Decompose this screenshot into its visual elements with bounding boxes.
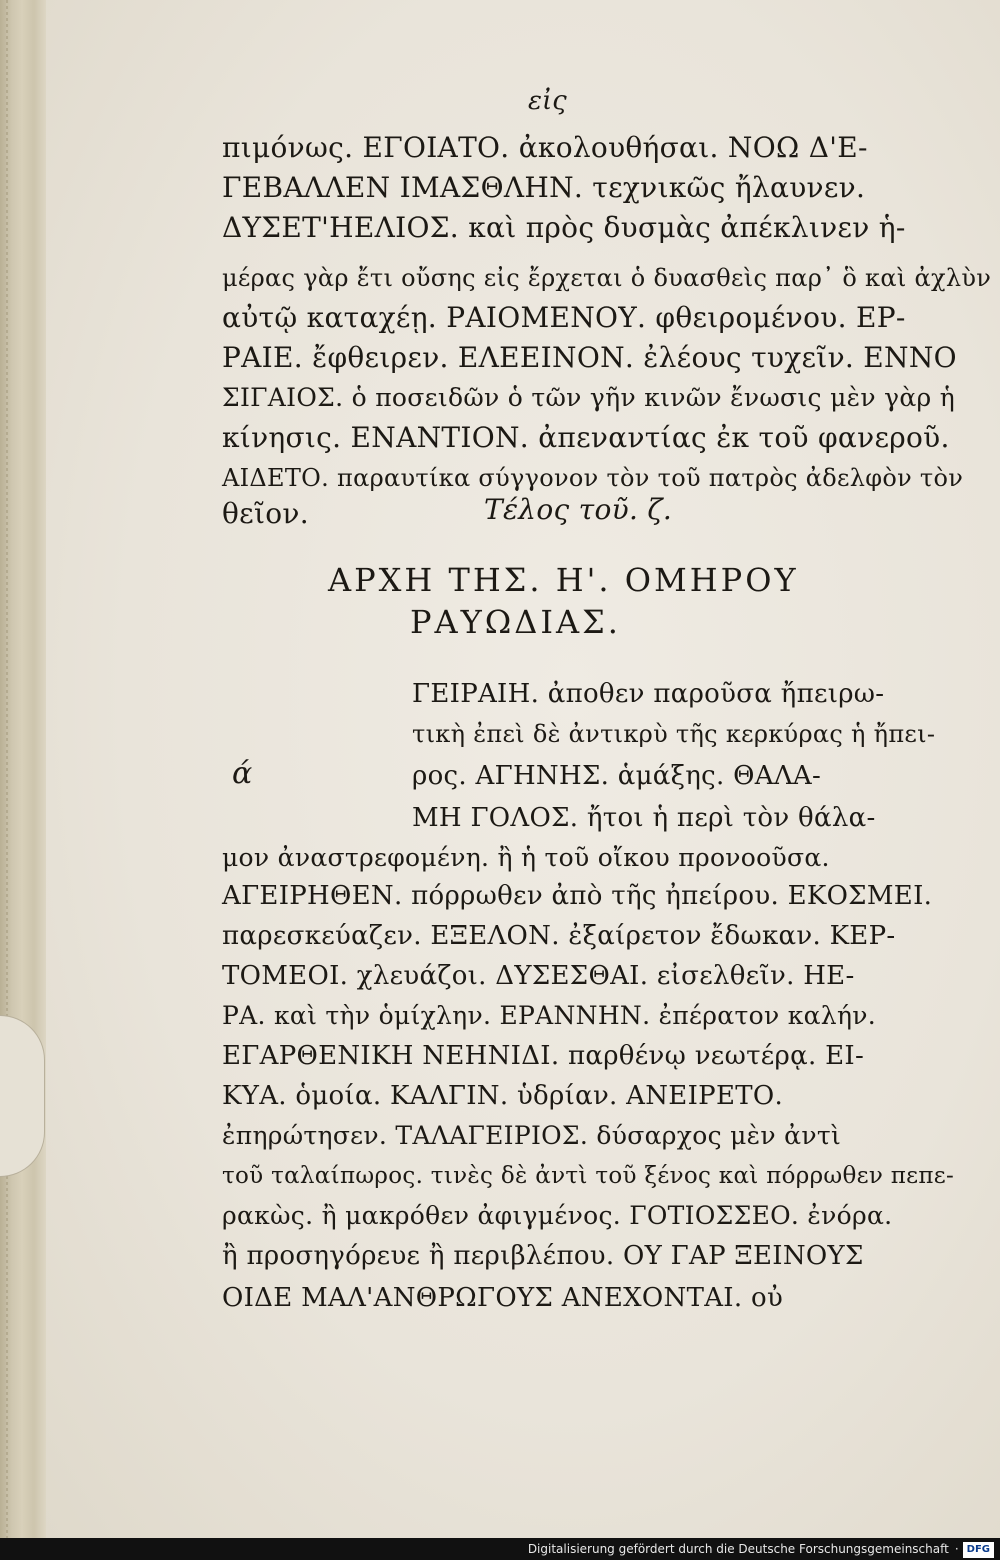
text-line: τικὴ ἐπεὶ δὲ ἀντικρὺ τῆς κερκύρας ἡ ἤπει- (412, 720, 936, 748)
dfg-logo: DFG (963, 1542, 994, 1558)
text-line: κίνησις. ΕΝΑΝΤΙΟΝ. ἀπεναντίας ἐκ τοῦ φανεροῦ. (222, 421, 950, 454)
text-line: θεῖον. (222, 497, 309, 530)
text-line: παρεσκεύαζεν. ΕΞΕΛΟΝ. ἐξαίρετον ἔδωκαν. ΚΕΡ- (222, 921, 896, 951)
text-line: ΚΥΑ. ὁμοία. ΚΑΛΓΙΝ. ὑδρίαν. ΑΝΕΙΡΕΤΟ. (222, 1081, 784, 1111)
text-line: ἢ προσηγόρευε ἢ περιβλέπου. ΟΥ ΓΑΡ ΞΕΙΝΟΥΣ (222, 1241, 864, 1271)
digitization-footer: Digitalisierung gefördert durch die Deutsche Forschungsgemeinschaft · DFG (0, 1538, 1000, 1560)
text-line: ΜΗ ΓΟΛΟΣ. ἤτοι ἡ περὶ τὸν θάλα- (412, 803, 876, 833)
text-line: ρος. ΑΓΗΝΗΣ. ἁμάξης. ΘΑΛΑ- (412, 761, 822, 791)
page-tab-marker (0, 1015, 45, 1177)
text-line: πιμόνως. ΕΓΟΙΑΤΟ. ἀκολουθήσαι. ΝΟΩ Δ'Ε- (222, 131, 868, 164)
footer-credit-text: Digitalisierung gefördert durch die Deutsche Forschungsgemeinschaft (527, 1542, 949, 1556)
text-line: ΡΑΙΕ. ἔφθειρεν. ΕΛΕΕΙΝΟΝ. ἐλέους τυχεῖν. ΕΝΝΟ (222, 341, 957, 374)
section-heading-line1: ΑΡΧΗ ΤΗΣ. Η'. ΟΜΗΡΟΥ (328, 561, 799, 599)
section-heading-line2: ΡΑΥΩΔΙΑΣ. (410, 603, 621, 641)
text-line: ΣΙΓΑΙΟΣ. ὁ ποσειδῶν ὁ τῶν γῆν κινῶν ἔνωσις μὲν γὰρ ἡ (222, 383, 956, 412)
text-line: ΡΑ. καὶ τὴν ὁμίχλην. ΕΡΑΝΝΗΝ. ἐπέρατον καλήν. (222, 1001, 876, 1030)
text-line: ΤΟΜΕΟΙ. χλευάζοι. ΔΥΣΕΣΘΑΙ. εἰσελθεῖν. ΗΕ- (222, 961, 855, 991)
text-line: ΑΙΔΕΤΟ. παραυτίκα σύγγονον τὸν τοῦ πατρὸς ἀδελφὸν τὸν (222, 464, 964, 492)
text-line: αὐτῷ καταχέῃ. ΡΑΙΟΜΕΝΟΥ. φθειρομένου. ΕΡ- (222, 301, 906, 334)
text-line: τοῦ ταλαίπωρος. τινὲς δὲ ἀντὶ τοῦ ξένος καὶ πόρρωθεν πεπε- (222, 1163, 955, 1189)
end-of-book-mark: Τέλος τοῦ. ζ. (484, 493, 673, 526)
text-line: ΓΕΒΑΛΛΕΝ ΙΜΑΣΘΛΗΝ. τεχνικῶς ἤλαυνεν. (222, 171, 866, 204)
text-line: ρακὼς. ἢ μακρόθεν ἀφιγμένος. ΓΟΤΙΟΣΣΕΟ. ἐνόρα. (222, 1201, 893, 1230)
catchword: εἰς (528, 86, 567, 116)
marginal-letter: ά (232, 756, 253, 791)
text-line: ΓΕΙΡΑΙΗ. ἀποθεν παροῦσα ἤπειρω- (412, 679, 885, 709)
text-line: μέρας γὰρ ἔτι οὔσης εἰς ἔρχεται ὁ δυασθεὶς παρ᾽ ὃ καὶ ἀχλὺν (222, 264, 992, 292)
text-line: ἐπηρώτησεν. ΤΑΛΑΓΕΙΡΙΟΣ. δύσαρχος μὲν ἀντὶ (222, 1121, 842, 1150)
text-line: ΔΥΣΕΤ'ΗΕΛΙΟΣ. καὶ πρὸς δυσμὰς ἀπέκλινεν ἡ- (222, 211, 906, 244)
book-page-edges (0, 0, 46, 1538)
text-line: ΟΙΔΕ ΜΑΛ'ΑΝΘΡΩΓΟΥΣ ΑΝΕΧΟΝΤΑΙ. οὐ (222, 1283, 784, 1313)
text-line: ΑΓΕΙΡΗΘΕΝ. πόρρωθεν ἀπὸ τῆς ἠπείρου. ΕΚΟΣΜΕΙ. (222, 881, 933, 911)
text-line: μον ἀναστρεφομένη. ἢ ἡ τοῦ οἴκου προνοοῦσα. (222, 843, 830, 872)
text-line: ΕΓΑΡΘΕΝΙΚΗ ΝΕΗΝΙΔΙ. παρθένῳ νεωτέρᾳ. ΕΙ- (222, 1041, 865, 1071)
